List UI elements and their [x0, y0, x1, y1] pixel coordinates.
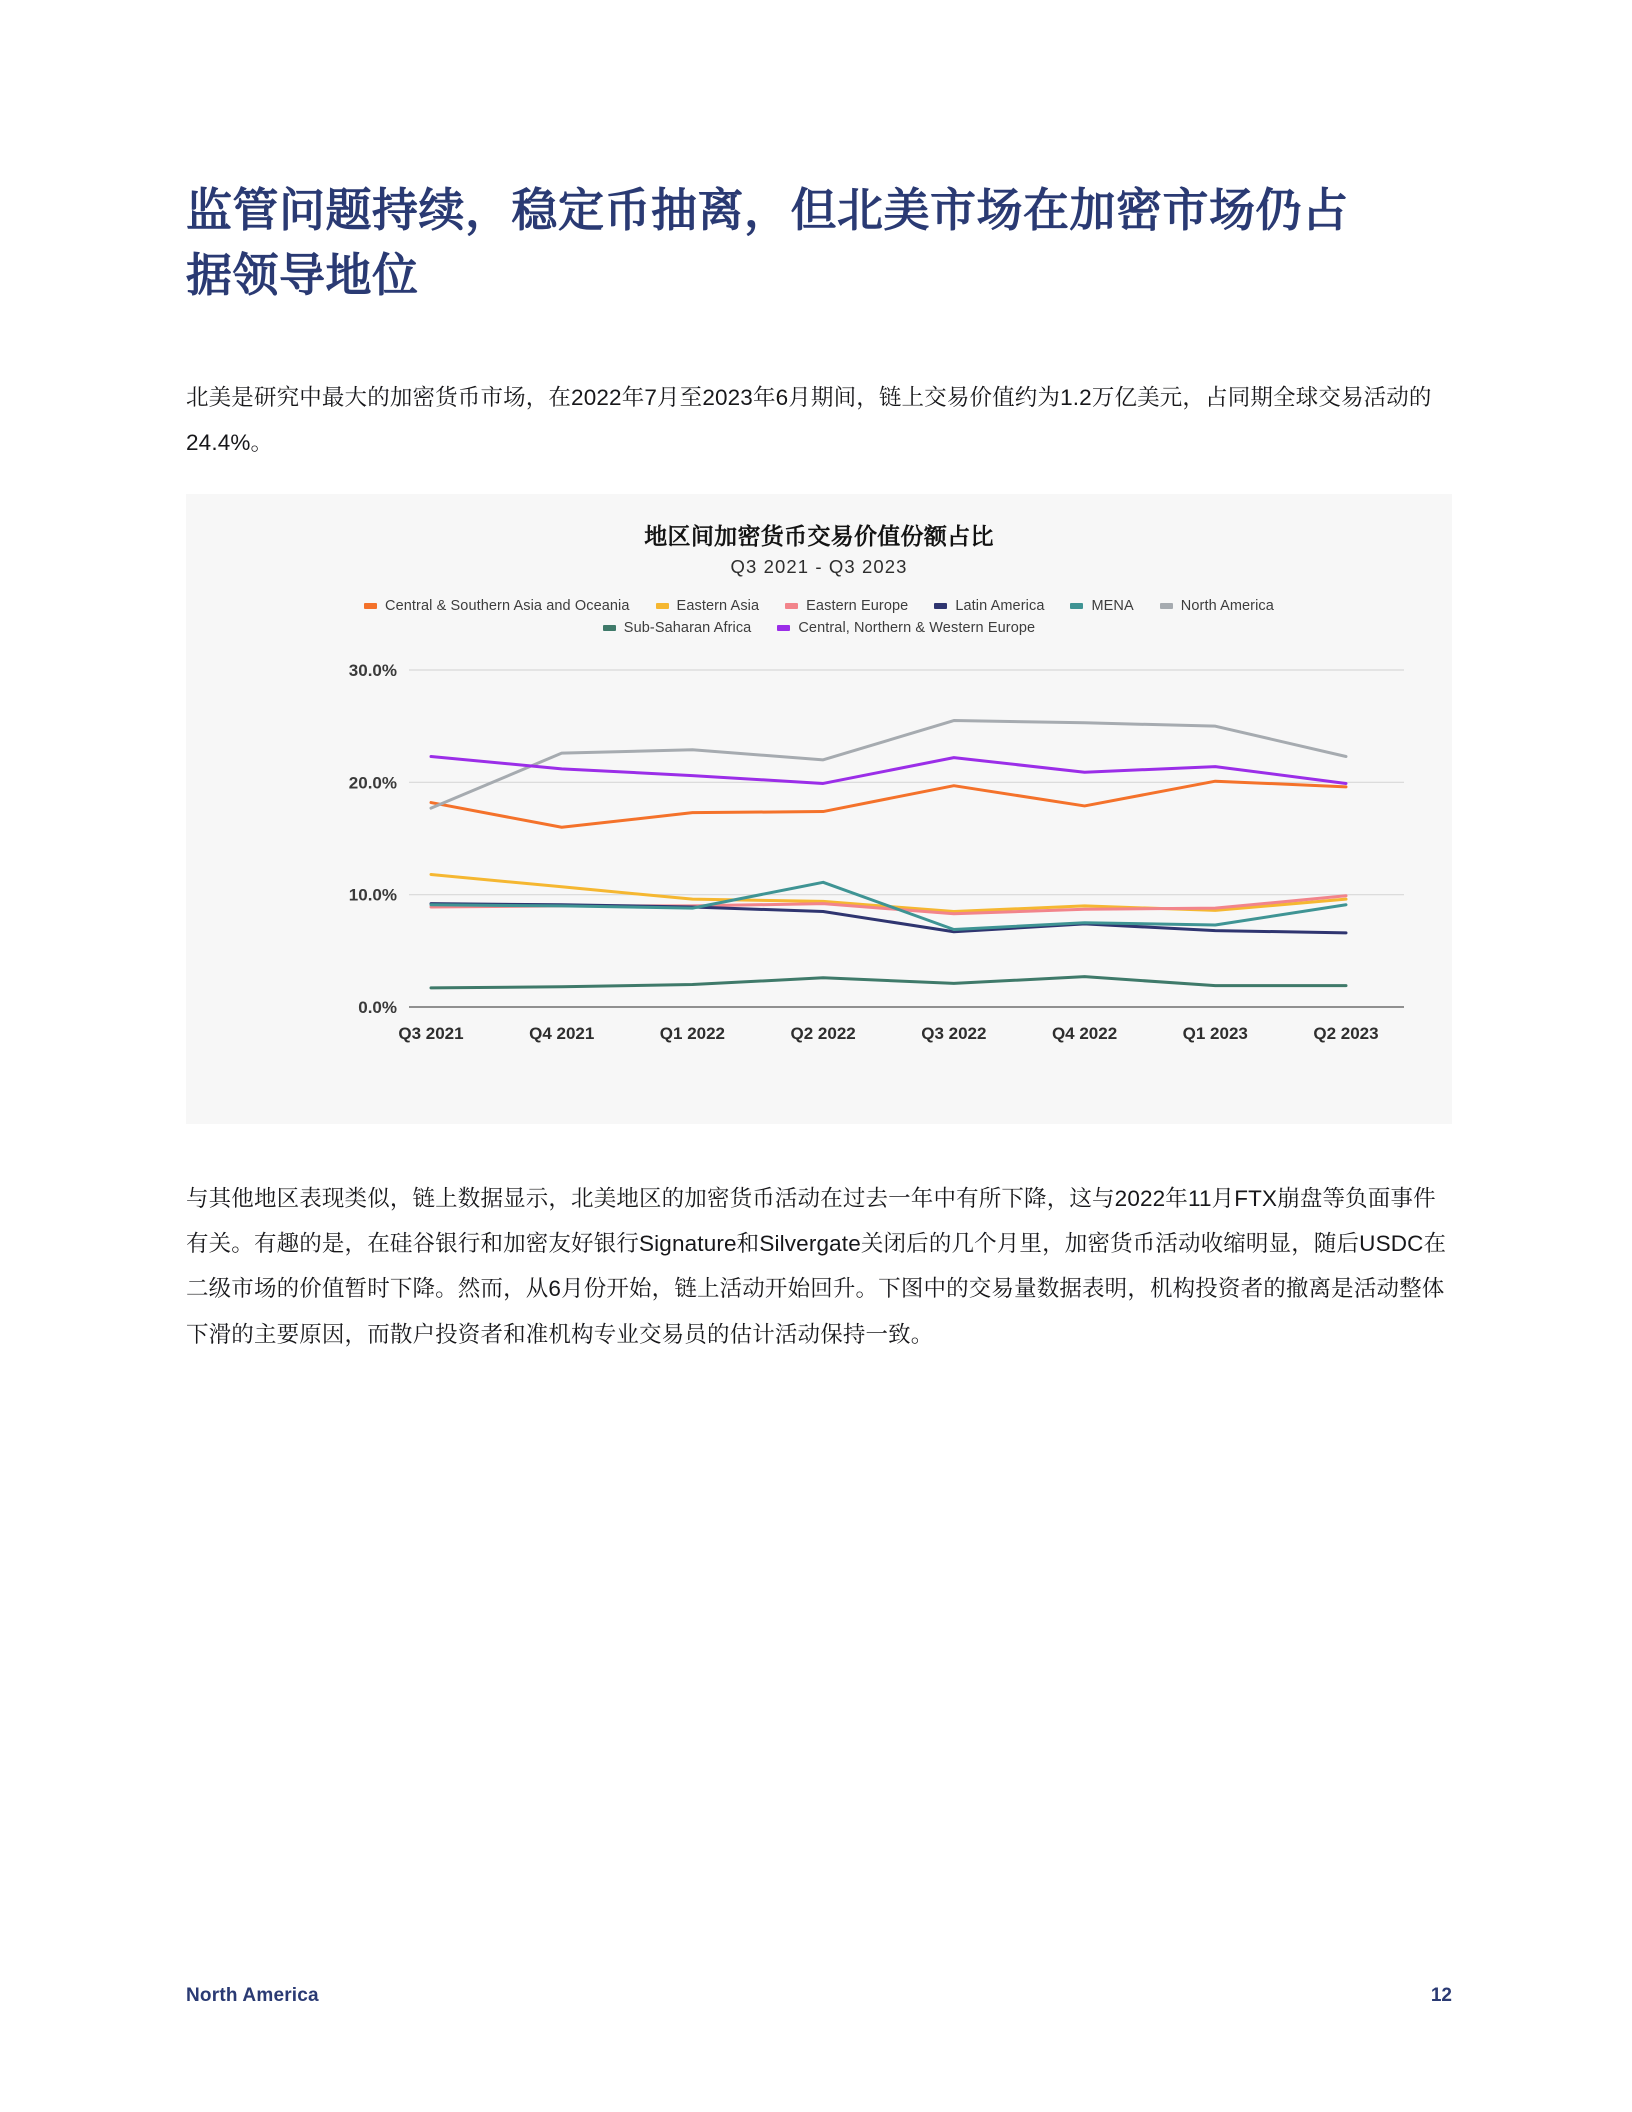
legend-swatch-icon	[934, 603, 947, 609]
legend-row-1	[276, 598, 1362, 614]
footer-section-label: North America	[186, 1985, 319, 2006]
page-content	[186, 0, 1452, 1380]
legend-label: Central & Southern Asia and Oceania	[385, 597, 630, 614]
x-axis-tick-label: Q1 2023	[1182, 1023, 1248, 1043]
chart-legend	[186, 598, 1452, 636]
legend-item[interactable]	[1070, 598, 1133, 614]
chart-line-series	[431, 976, 1346, 987]
chart-plot-area	[186, 652, 1452, 1082]
chart-line-series	[431, 781, 1346, 827]
page-footer	[186, 1985, 1452, 2007]
legend-swatch-icon	[656, 603, 669, 609]
x-axis-tick-label: Q3 2021	[398, 1023, 464, 1043]
chart-line-series	[431, 756, 1346, 783]
chart-title: 地区间加密货币交易价值份额占比	[644, 522, 994, 549]
legend-item[interactable]	[603, 620, 752, 636]
legend-item[interactable]	[656, 598, 760, 614]
chart-card	[186, 494, 1452, 1124]
legend-label: Eastern Europe	[806, 597, 909, 614]
legend-label: North America	[1180, 597, 1274, 614]
legend-swatch-icon	[1070, 603, 1083, 609]
legend-row-2	[276, 620, 1362, 636]
legend-swatch-icon	[777, 625, 790, 631]
footer-page-number: 12	[1430, 1985, 1452, 2006]
y-axis-tick-label: 20.0%	[348, 772, 397, 792]
chart-line-series	[431, 720, 1346, 808]
x-axis-tick-label: Q4 2022	[1051, 1023, 1118, 1043]
legend-swatch-icon	[1160, 603, 1173, 609]
y-axis-tick-label: 30.0%	[348, 660, 397, 680]
x-axis-tick-label: Q2 2022	[790, 1023, 856, 1043]
y-axis-tick-label: 10.0%	[348, 885, 397, 905]
x-axis-tick-label: Q3 2022	[921, 1023, 987, 1043]
legend-item[interactable]	[777, 620, 1035, 636]
x-axis-tick-label: Q1 2022	[659, 1023, 726, 1043]
legend-item[interactable]	[785, 598, 908, 614]
legend-label: MENA	[1091, 597, 1134, 614]
y-axis-tick-label: 0.0%	[358, 997, 397, 1017]
legend-item[interactable]	[934, 598, 1044, 614]
legend-label: Central, Northern & Western Europe	[798, 619, 1036, 636]
legend-swatch-icon	[603, 625, 616, 631]
legend-label: Eastern Asia	[676, 597, 760, 614]
x-axis-tick-label: Q4 2021	[529, 1023, 595, 1043]
x-axis-tick-label: Q2 2023	[1313, 1023, 1379, 1043]
body-paragraph: 与其他地区表现类似，链上数据显示，北美地区的加密货币活动在过去一年中有所下降，这与2022年11月FTX崩盘等负面事件有关。有趣的是，在硅谷银行和加密友好银行Signature和Silvergate关闭后的几个月里，加密货币活动收缩明显，随后USDC在二级市场的价值暂时下降。然而，从6月份开始，链上活动开始回升。下图中的交易量数据表明，机构投资者的撤离是活动整体下滑的主要原因，而散户投资者和准机构专业交易员的估计活动保持一致。	[186, 1185, 1447, 1347]
line-chart-svg	[186, 652, 1452, 1082]
legend-label: Sub-Saharan Africa	[623, 619, 752, 636]
legend-label: Latin America	[955, 597, 1045, 614]
legend-swatch-icon	[364, 603, 377, 609]
legend-item[interactable]	[364, 598, 630, 614]
page-title: 监管问题持续，稳定币抽离，但北美市场在加密市场仍占据领导地位	[186, 184, 1349, 302]
legend-swatch-icon	[785, 603, 798, 609]
chart-subtitle: Q3 2021 - Q3 2023	[730, 555, 908, 577]
intro-paragraph: 北美是研究中最大的加密货币市场，在2022年7月至2023年6月期间，链上交易价值约为1.2万亿美元，占同期全球交易活动的24.4%。	[186, 384, 1432, 456]
legend-item[interactable]	[1160, 598, 1274, 614]
